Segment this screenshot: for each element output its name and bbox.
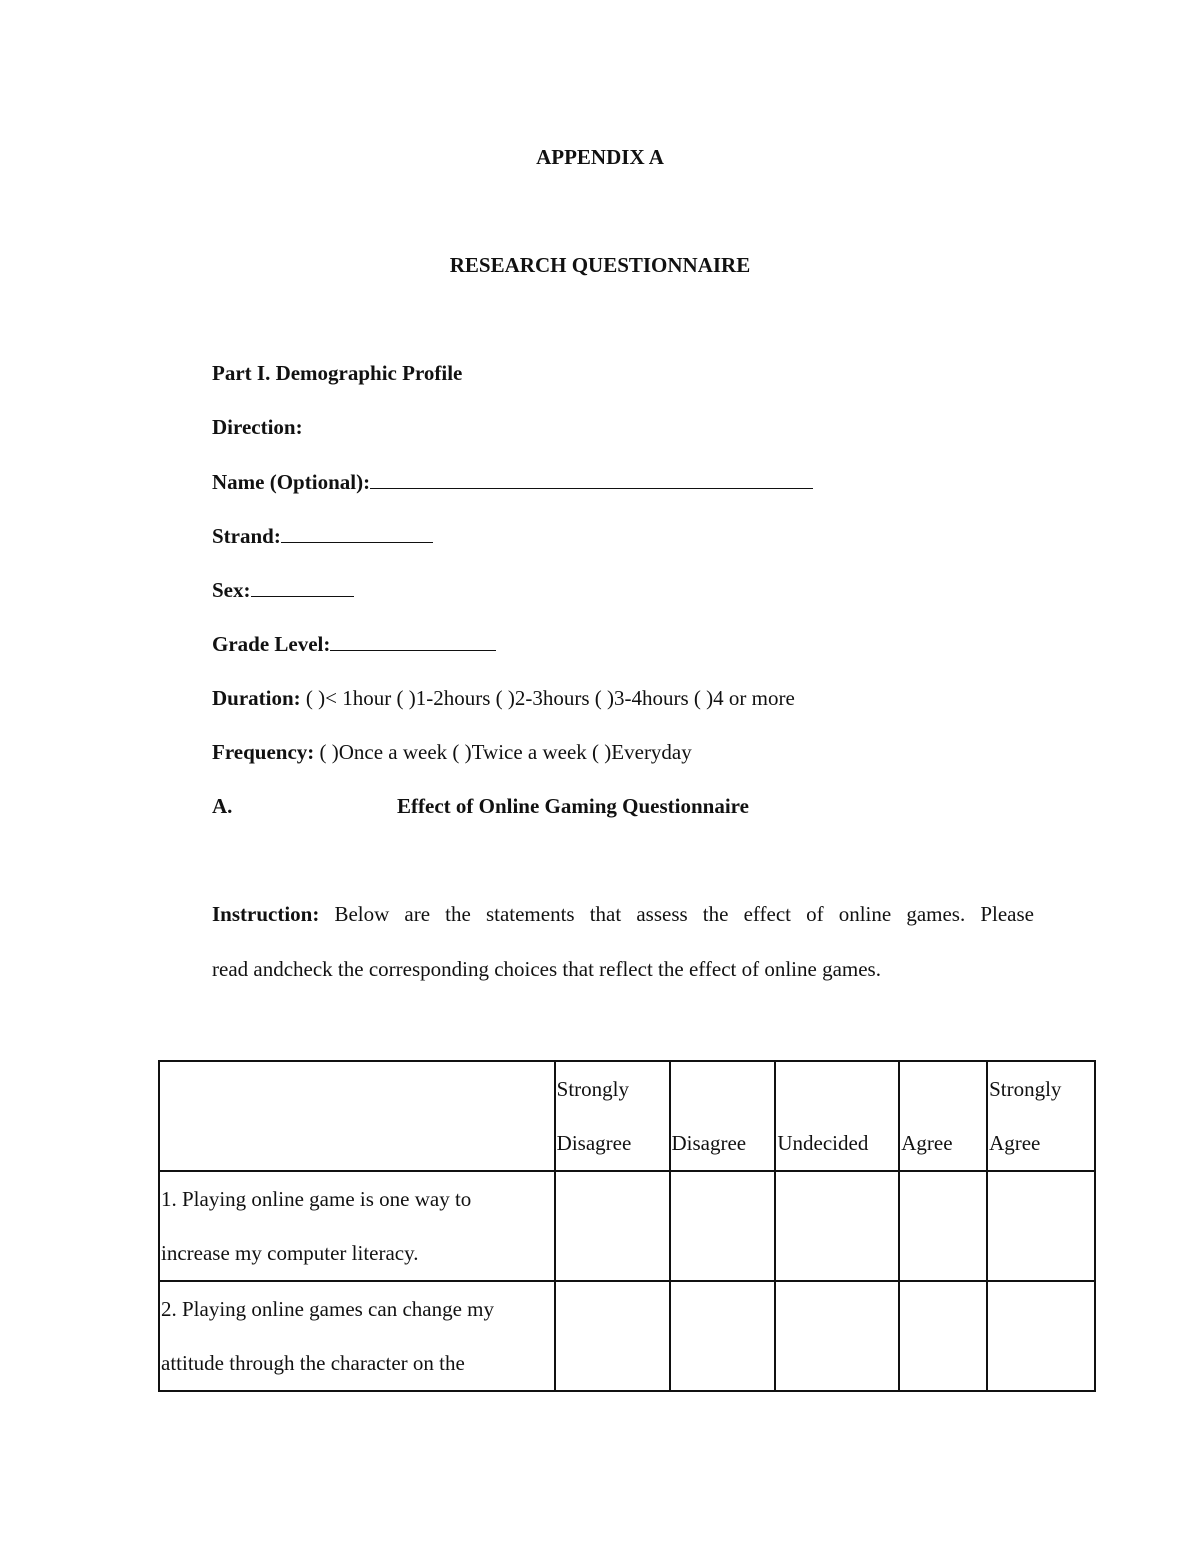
duration-row xyxy=(212,686,795,711)
instruction-line-1 xyxy=(212,902,1034,927)
questionnaire-title: RESEARCH QUESTIONNAIRE xyxy=(449,253,751,277)
duration-label: Duration: xyxy=(212,686,301,710)
table-row xyxy=(159,1281,1095,1391)
statement-cell: 2. Playing online games can change my attitude through the character on the xyxy=(159,1281,555,1391)
sex-label: Sex: xyxy=(212,578,251,602)
answer-cell-disagree[interactable] xyxy=(670,1171,776,1281)
table-header-row xyxy=(159,1061,1095,1171)
grade-blank[interactable] xyxy=(330,633,496,651)
appendix-title: APPENDIX A xyxy=(536,145,664,169)
sex-field[interactable] xyxy=(212,578,354,603)
name-field[interactable] xyxy=(212,470,813,495)
answer-cell-agree[interactable] xyxy=(899,1171,987,1281)
frequency-row xyxy=(212,740,692,765)
answer-cell-strongly-agree[interactable] xyxy=(987,1281,1095,1391)
header-strongly-agree: Strongly Agree xyxy=(987,1061,1095,1171)
header-disagree: Disagree xyxy=(670,1061,776,1171)
answer-cell-strongly-disagree[interactable] xyxy=(555,1171,670,1281)
grade-field[interactable] xyxy=(212,632,496,657)
answer-cell-strongly-agree[interactable] xyxy=(987,1171,1095,1281)
name-label: Name (Optional): xyxy=(212,470,371,494)
duration-options[interactable]: ( )< 1hour ( )1-2hours ( )2-3hours ( )3-4hours ( )4 or more xyxy=(305,686,795,710)
instruction-line-2: read andcheck the corresponding choices that reflect the effect of online games. xyxy=(212,957,881,981)
direction-label: Direction: xyxy=(212,415,303,439)
strand-label: Strand: xyxy=(212,524,281,548)
answer-cell-undecided[interactable] xyxy=(775,1281,899,1391)
section-a-letter: A. xyxy=(212,794,233,818)
header-undecided: Undecided xyxy=(775,1061,899,1171)
instruction-text-1: Below are the statements that assess the effect of online games. Please xyxy=(334,902,1034,926)
section-a-title: Effect of Online Gaming Questionnaire xyxy=(397,794,749,818)
frequency-options[interactable]: ( )Once a week ( )Twice a week ( )Everyday xyxy=(319,740,692,764)
answer-cell-agree[interactable] xyxy=(899,1281,987,1391)
instruction-label: Instruction: xyxy=(212,902,320,926)
statement-cell: 1. Playing online game is one way to increase my computer literacy. xyxy=(159,1171,555,1281)
statement-header-cell xyxy=(159,1061,555,1171)
answer-cell-undecided[interactable] xyxy=(775,1171,899,1281)
table-row xyxy=(159,1171,1095,1281)
sex-blank[interactable] xyxy=(251,579,354,597)
grade-label: Grade Level: xyxy=(212,632,331,656)
strand-blank[interactable] xyxy=(281,525,433,543)
header-strongly-disagree: Strongly Disagree xyxy=(555,1061,670,1171)
name-blank[interactable] xyxy=(370,471,813,489)
frequency-label: Frequency: xyxy=(212,740,315,764)
likert-table xyxy=(158,1060,1096,1392)
strand-field[interactable] xyxy=(212,524,433,549)
answer-cell-strongly-disagree[interactable] xyxy=(555,1281,670,1391)
header-agree: Agree xyxy=(899,1061,987,1171)
part1-heading: Part I. Demographic Profile xyxy=(212,361,463,385)
answer-cell-disagree[interactable] xyxy=(670,1281,776,1391)
